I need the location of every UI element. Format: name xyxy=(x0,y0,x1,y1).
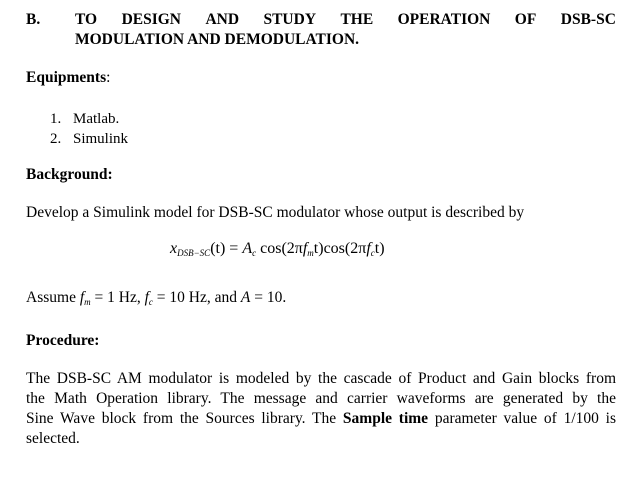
list-item-label: Matlab. xyxy=(73,111,120,127)
assume-fm-sub: m xyxy=(84,297,91,307)
list-item xyxy=(50,109,128,129)
eq-f1-sub: m xyxy=(307,248,314,258)
title-word: DSB-SC xyxy=(560,11,616,28)
list-item xyxy=(50,129,128,149)
list-item-number: 2. xyxy=(50,131,62,147)
assume-fc-value: = 10 Hz, and xyxy=(152,289,241,306)
procedure-line3-pre: Sine Wave block from the Sources library. The xyxy=(26,410,343,427)
procedure-heading: Procedure: xyxy=(26,332,100,349)
section-title-line2: MODULATION AND DEMODULATION. xyxy=(75,31,360,48)
procedure-line: The DSB-SC AM modulator is modeled by the cascade of Product and Gain blocks from xyxy=(26,370,616,387)
list-item-label: Simulink xyxy=(73,131,129,147)
eq-arg2-open: (2π xyxy=(344,240,367,257)
title-word: OF xyxy=(514,11,537,28)
eq-f2: f xyxy=(366,240,371,257)
eq-arg1-open: (2π xyxy=(281,240,303,257)
equipments-heading-text: Equipments xyxy=(26,69,107,86)
title-word: THE xyxy=(340,11,374,28)
assume-A-value: = 10. xyxy=(250,289,287,306)
title-word: TO xyxy=(75,11,98,28)
dsb-sc-equation xyxy=(170,240,385,258)
eq-cos1: cos xyxy=(256,240,282,257)
assume-line xyxy=(26,289,286,307)
section-letter: B. xyxy=(26,11,41,28)
eq-arg1-close: t) xyxy=(313,240,324,257)
background-heading: Background: xyxy=(26,166,113,183)
section-title-line1 xyxy=(75,11,616,29)
list-item-number: 1. xyxy=(50,111,62,127)
equipments-list xyxy=(50,109,128,149)
title-word: OPERATION xyxy=(397,11,491,28)
eq-f2-sub: c xyxy=(370,248,375,258)
background-text: Develop a Simulink model for DSB-SC modulator whose output is described by xyxy=(26,204,525,221)
assume-prefix: Assume xyxy=(26,289,80,306)
assume-fm-value: = 1 Hz, xyxy=(90,289,145,306)
procedure-line xyxy=(26,409,616,429)
procedure-line3-post: parameter value of 1/100 is xyxy=(428,410,616,427)
title-word: STUDY xyxy=(263,11,317,28)
procedure-line: the Math Operation library. The message and carrier waveforms are generated by the xyxy=(26,390,616,407)
procedure-line: selected. xyxy=(26,430,80,447)
eq-f1: f xyxy=(302,240,308,257)
title-word: DESIGN xyxy=(121,11,181,28)
assume-A: A xyxy=(240,289,251,306)
eq-A: A xyxy=(242,240,253,257)
equipments-heading-colon: : xyxy=(106,69,111,86)
eq-arg2-close: t) xyxy=(374,240,385,257)
eq-cos2: cos xyxy=(323,240,345,257)
equipments-heading xyxy=(26,69,110,87)
assume-fc: f xyxy=(144,289,149,306)
eq-paren-t: (t) xyxy=(210,240,226,257)
sample-time-term: Sample time xyxy=(342,410,429,427)
eq-x-sub: DSB−SC xyxy=(177,248,211,258)
eq-equals: = xyxy=(225,240,243,257)
eq-x: x xyxy=(170,240,178,257)
title-word: AND xyxy=(205,11,240,28)
eq-A-sub: c xyxy=(252,248,257,258)
procedure-paragraph xyxy=(26,369,616,449)
assume-fc-sub: c xyxy=(148,297,153,307)
assume-fm: f xyxy=(79,289,85,306)
